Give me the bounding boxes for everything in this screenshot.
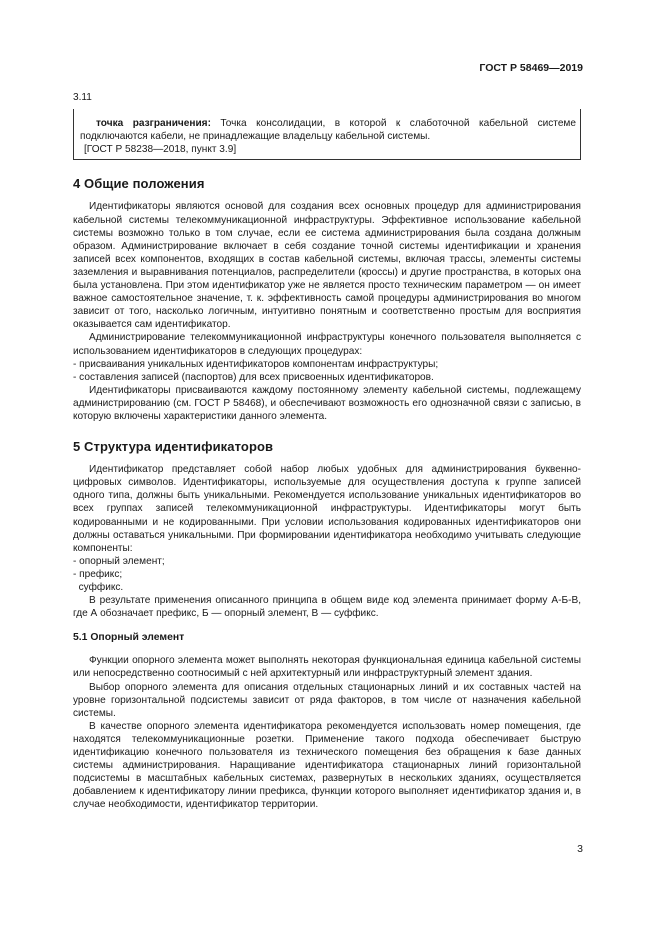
section-5-paragraph-1: Идентификатор представляет собой набор любых удобных для администрирования буквенно-цифровых символов. Идентификаторы, используемые для осуществления доступа к группе записей одного типа, должны быть уникальными. Рекомендуется использование уникальных идентификаторов во всех группах записей телекоммуникационной инфраструктуры. Идентификаторы могут быть кодированными и не кодированными. При условии использования кодированных идентификаторов они должны оставаться уникальными. При формировании идентификатора необходимо учитывать следующие компоненты:: [73, 464, 581, 554]
section-4-paragraph-3: Идентификаторы присваиваются каждому постоянному элементу кабельной системы, подлежащему администрированию (см. ГОСТ Р 58468), и обеспечивают возможность его однозначной связи с записью, в которую включены характеристики данного элемента.: [73, 384, 581, 422]
list-item: - присваивания уникальных идентификаторов компонентам инфраструктуры;: [73, 358, 439, 370]
list-item: - префикс;: [73, 568, 123, 580]
list-item: - опорный элемент;: [73, 555, 165, 567]
section-5-list: [73, 555, 581, 594]
list-item: суффикс.: [73, 582, 124, 593]
section-5-title: 5 Структура идентификаторов: [73, 439, 274, 455]
section-4-list: [73, 358, 581, 384]
section-4-title: 4 Общие положения: [73, 176, 205, 192]
term-definition-text: Точка консолидации, в которой к слаботочной кабельной системе подключаются кабели, не принадлежащие владельцу кабельной системы.: [80, 118, 576, 143]
term-number: 3.11: [73, 92, 92, 103]
subsection-5-1-paragraph-1: Функции опорного элемента может выполнять некоторая функциональная единица кабельной системы или непосредственно соотносимый с ней архитектурный или инфраструктурный элемент здания.: [73, 655, 581, 680]
list-item: - составления записей (паспортов) для всех присвоенных идентификаторов.: [73, 371, 434, 383]
section-5-paragraph-2: В результате применения описанного принципа в общем виде код элемента принимает форму А-Б-В, где А обозначает префикс, Б — опорный элемент, В — суффикс.: [73, 595, 581, 620]
subsection-5-1-paragraph-3: В качестве опорного элемента идентификатора рекомендуется использовать номер помещения, где находятся телекоммуникационные розетки. Применение такого подхода обеспечивает быструю идентификацию конечного пользователя из технического помещения без обращения к базе данных системы администрирования. Наращивание идентификатора стационарных линий горизонтальной подсистемы в масштабных кабельных системах, развернутых в нескольких зданиях, осуществляется добавлением к идентификатору линии префикса, функции которого выполняет идентификатор здания и, в случае необходимости, идентификатор территории.: [73, 720, 581, 811]
term-reference: [ГОСТ Р 58238—2018, пункт 3.9]: [84, 144, 237, 156]
subsection-5-1-paragraph-2: Выбор опорного элемента для описания отдельных стационарных линий и их составных частей на уровне горизонтальной подсистемы зависит от ряда факторов, в том числе от назначения кабельной системы.: [73, 681, 581, 719]
page-content: [73, 91, 581, 812]
term-name: точка разграничения:: [96, 118, 211, 130]
document-id-header: ГОСТ Р 58469—2019: [479, 62, 583, 74]
section-4-paragraph-1: Идентификаторы являются основой для создания всех основных процедур для администрирования кабельной системы телекоммуникационной инфраструктуры. Эффективное использование кабельной системы возможно только в том случае, если ее система администрирования была создана должным образом. Администрирование включает в себя создание точной системы идентификации и хранения записей всех компонентов, входящих в состав кабельной системы, включая трассы, элементы системы заземления и выравнивания потенциалов, распределители (кроссы) и другие пространства, в которых она была установлена. При этом идентификатор уже не является просто техническим параметром — он имеет важное самостоятельное значение, т. к. эффективность самой процедуры администрирования во многом зависит от того, насколько логичным, интуитивно понятным и соответственно простым для восприятия оказывается сам идентификатор.: [73, 201, 581, 331]
term-definition: [80, 117, 576, 143]
subsection-5-1-title: 5.1 Опорный элемент: [73, 632, 185, 644]
section-4-paragraph-2: Администрирование телекоммуникационной инфраструктуры конечного пользователя выполняется с использованием идентификаторов в следующих процедурах:: [73, 332, 581, 357]
term-definition-box: [73, 109, 581, 160]
page-number: 3: [577, 843, 583, 855]
